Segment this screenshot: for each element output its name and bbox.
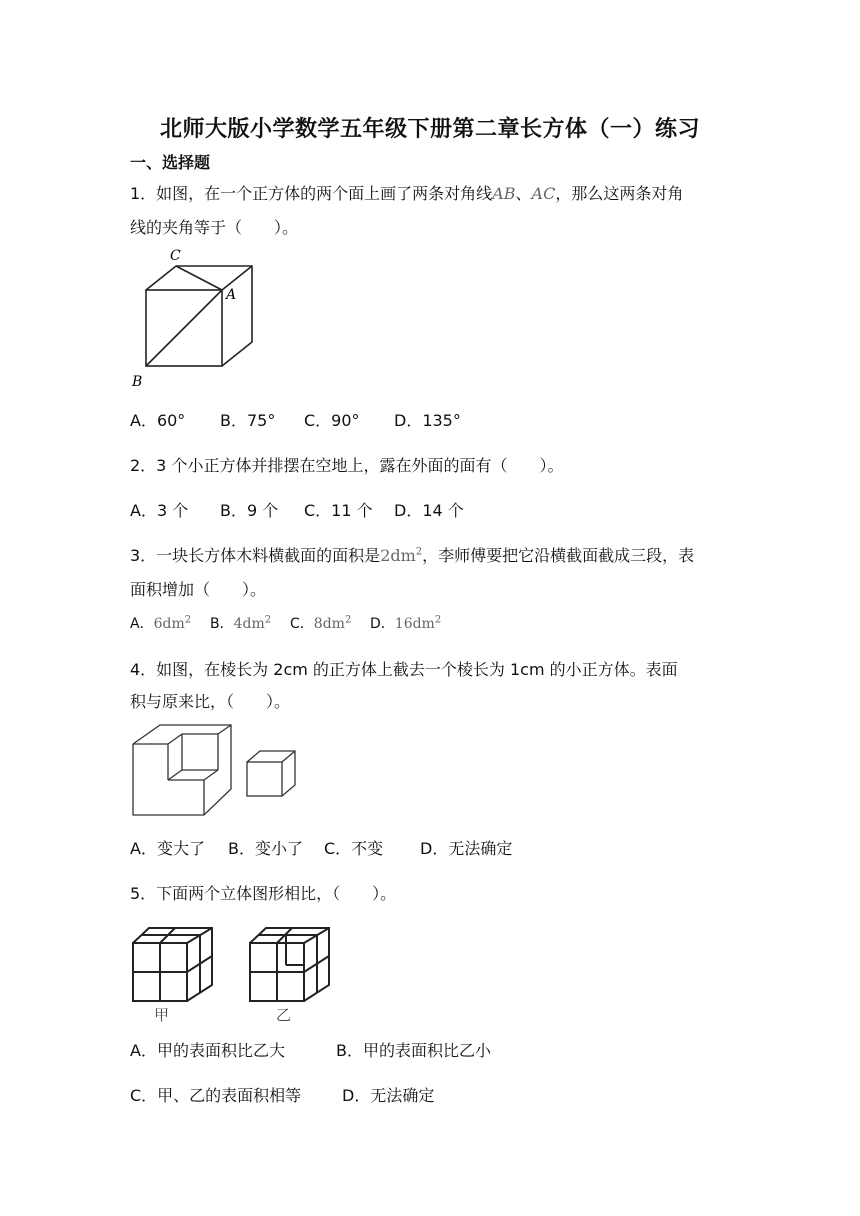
q1-text-pre: 1．如图，在一个正方体的两个面上画了两条对角线 bbox=[130, 184, 493, 203]
q5-option-a[interactable]: A．甲的表面积比乙大 bbox=[130, 1041, 285, 1060]
q1-option-d[interactable]: D．135° bbox=[394, 411, 461, 430]
label-c: C bbox=[170, 248, 181, 264]
diagonal-ab bbox=[146, 290, 222, 366]
q5-option-d[interactable]: D．无法确定 bbox=[342, 1086, 435, 1105]
figure-yi bbox=[250, 928, 329, 1001]
q1-option-b[interactable]: B．75° bbox=[220, 411, 276, 430]
q1-ac-label: AC bbox=[531, 184, 556, 203]
q3-option-b[interactable]: B．$4dm^2$ bbox=[210, 614, 272, 632]
q3-text-post: ，李师傅要把它沿横截面截成三段，表 bbox=[422, 546, 695, 565]
q1-option-c[interactable]: C．90° bbox=[304, 411, 360, 430]
q5-text: 5．下面两个立体图形相比，（ ）。 bbox=[130, 884, 397, 903]
q2-option-b[interactable]: B．9 个 bbox=[220, 501, 279, 520]
label-yi: 乙 bbox=[276, 1006, 292, 1024]
q4-text-line2: 积与原来比，（ ）。 bbox=[130, 692, 291, 711]
q3-area-exponent: 2 bbox=[415, 546, 423, 558]
q4-option-a[interactable]: A．变大了 bbox=[130, 839, 205, 858]
cut-top-right bbox=[218, 725, 231, 734]
label-a: A bbox=[226, 287, 237, 303]
cut-top-back bbox=[168, 734, 182, 744]
small-cube-top-right bbox=[282, 751, 295, 762]
q2-options bbox=[130, 501, 464, 521]
q4-option-c[interactable]: C．不变 bbox=[324, 839, 384, 858]
q2-option-d[interactable]: D．14 个 bbox=[394, 501, 464, 520]
q5-options-row2 bbox=[130, 1086, 434, 1106]
cut-bottom-left bbox=[168, 770, 182, 780]
q4-option-d[interactable]: D．无法确定 bbox=[420, 839, 513, 858]
q2-option-c[interactable]: C．11 个 bbox=[304, 501, 373, 520]
q3-option-c[interactable]: C．$8dm^2$ bbox=[290, 614, 352, 632]
page-title: 北师大版小学数学五年级下册第二章长方体（一）练习 bbox=[159, 117, 700, 142]
q3-options bbox=[130, 614, 441, 634]
q4-text-line1: 4．如图，在棱长为 2cm 的正方体上截去一个棱长为 1cm 的小正方体。表面 bbox=[130, 660, 678, 679]
q2-option-a[interactable]: A．3 个 bbox=[130, 501, 189, 520]
label-jia: 甲 bbox=[154, 1006, 170, 1024]
q3-text-line2: 面积增加（ ）。 bbox=[130, 580, 267, 599]
q2-text: 2．3 个小正方体并排摆在空地上，露在外面的面有（ ）。 bbox=[130, 456, 564, 475]
q3-area-value: 2dm bbox=[380, 546, 416, 565]
q1-option-a[interactable]: A．60° bbox=[130, 411, 186, 430]
q3-option-d[interactable]: D．$16dm^2$ bbox=[370, 614, 442, 632]
q3-text-line1 bbox=[130, 546, 694, 566]
q3-option-a[interactable]: A．$6dm^2$ bbox=[130, 614, 192, 632]
q1-ab-label: AB bbox=[492, 184, 516, 203]
q3-text-pre: 3．一块长方体木料横截面的面积是 bbox=[130, 546, 381, 565]
q1-text-line2: 线的夹角等于（ ）。 bbox=[130, 218, 299, 237]
section-heading: 一、选择题 bbox=[130, 153, 211, 172]
q4-options bbox=[130, 839, 512, 859]
small-cube-front bbox=[247, 762, 282, 796]
diagonal-ac bbox=[176, 266, 222, 290]
q5-options-row1 bbox=[130, 1041, 491, 1061]
q5-cube-figures bbox=[128, 920, 348, 1026]
q1-text-post: ，那么这两条对角 bbox=[555, 184, 684, 203]
figure-jia bbox=[133, 928, 212, 1001]
q1-separator: 、 bbox=[515, 184, 532, 203]
q1-text-line1 bbox=[130, 184, 683, 204]
label-b: B bbox=[132, 374, 143, 390]
cut-front-right bbox=[204, 770, 218, 780]
q5-option-c[interactable]: C．甲、乙的表面积相等 bbox=[130, 1086, 302, 1105]
q4-cut-cube-figure bbox=[130, 722, 310, 818]
q5-option-b[interactable]: B．甲的表面积比乙小 bbox=[336, 1041, 491, 1060]
q1-cube-figure bbox=[128, 246, 268, 392]
q1-options bbox=[130, 411, 461, 431]
q4-option-b[interactable]: B．变小了 bbox=[228, 839, 303, 858]
